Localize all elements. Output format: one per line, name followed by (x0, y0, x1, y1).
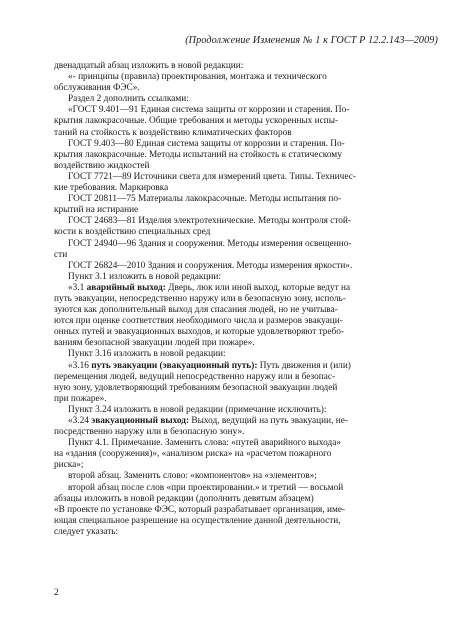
text-line: крытия лакокрасочные. Методы испытаний на стойкость к статическому (54, 149, 342, 160)
running-header: (Продолжение Изменения № 1 к ГОСТ Р 12.2.143—2009) (185, 35, 438, 46)
clause-number: «3.1 (68, 282, 87, 293)
document-body (54, 61, 406, 538)
text-line: на «здания (сооружения)», «анализом риска» на «расчетом пожарного (54, 449, 332, 460)
text-line: «- принципы (правила) проектирования, монтажа и технического (68, 72, 327, 83)
definition-text: Дверь, люк или иной выход, которые ведут на (165, 282, 351, 293)
text-line: путь эвакуации, непосредственно наружу или в безопасную зону, исполь- (54, 293, 346, 304)
text-line: «ГОСТ 9.401—91 Единая система защиты от коррозии и старения. По- (68, 105, 350, 116)
text-line (54, 416, 406, 427)
text-line: Пункт 4.1. Примечание. Заменить слова: «путей аварийного выхода» (68, 438, 341, 449)
text-line: посредственно наружу или в безопасную зону». (54, 427, 245, 438)
text-line: сти (54, 249, 68, 260)
text-line: ГОСТ 20811—75 Материалы лакокрасочные. Методы испытания по- (68, 194, 342, 205)
text-line: ГОСТ 26824—2010 Здания и сооружения. Методы измерения яркости». (68, 260, 353, 271)
defined-term: путь эвакуации (эвакуационный путь): (91, 360, 258, 371)
text-line: ГОСТ 24683—81 Изделия электротехнические. Методы контроля стой- (68, 216, 351, 227)
clause-number: «3.24 (68, 416, 92, 426)
text-line: Раздел 2 дополнить ссылками: (68, 94, 189, 105)
text-line (54, 361, 406, 372)
text-line: следует указать: (54, 526, 119, 537)
defined-term: эвакуационный выход: (91, 416, 190, 426)
text-line: кие требования. Маркировка (54, 183, 169, 194)
text-line: ющая специальное разрешение на осуществление данной деятельности, (54, 515, 341, 526)
text-line: обслуживания ФЭС». (54, 83, 140, 94)
text-line: «В проекте по установке ФЭС, который разрабатывает организация, име- (54, 504, 346, 515)
page-number: 2 (54, 588, 59, 598)
text-line (54, 283, 406, 294)
text-line: абзацы изложить в новой редакции (дополнить девятым абзацем) (54, 493, 314, 504)
definition-text: Выход, ведущий на путь эвакуации, не- (189, 416, 348, 426)
text-line: ную зону, удовлетворяющий требованиям безопасной эвакуации людей (54, 382, 338, 393)
text-line: ются при оценке соответствия необходимого числа и размеров эвакуаци- (54, 316, 343, 327)
defined-term: аварийный выход: (86, 282, 166, 293)
text-line: двенадцатый абзац изложить в новой редакции: (54, 61, 244, 71)
text-line: крытия лакокрасочные. Общие требования и методы ускоренных испы- (54, 116, 339, 127)
text-line: риска»; (54, 460, 84, 471)
text-line: перемещения людей, ведущий непосредственно наружу или в безопас- (54, 371, 336, 382)
text-line: онных путей и эвакуационных выходов, и которые удовлетворяют требо- (54, 327, 345, 338)
text-line: кости к воздействию специальных сред (54, 227, 211, 238)
text-line: при пожаре». (54, 393, 107, 404)
text-line: крытий на истирание (54, 205, 139, 216)
text-line: ГОСТ 24940—96 Здания и сооружения. Методы измерения освещенно- (68, 238, 352, 249)
text-line: ГОСТ 7721—89 Источники света для измерений цвета. Типы. Техничес- (68, 171, 356, 182)
text-line: Пункт 3.16 изложить в новой редакции: (68, 349, 226, 360)
text-line: Пункт 3.24 изложить в новой редакции (примечание исключить): (68, 404, 327, 415)
text-line: второй абзац. Заменить слово: «компонентов» на «элементов»; (68, 471, 317, 482)
text-line: таний на стойкость к воздействию климатических факторов (54, 127, 292, 138)
clause-number: «3.16 (68, 360, 92, 371)
text-line: ГОСТ 9.403—80 Единая система защиты от коррозии и старения. По- (68, 138, 345, 149)
definition-text: Путь движения и (или) (257, 360, 351, 371)
text-line: воздействию жидкостей (54, 160, 150, 171)
text-line: ваниям безопасной эвакуации людей при пожаре». (54, 338, 255, 349)
text-line: Пункт 3.1 изложить в новой редакции: (68, 271, 221, 282)
text-line: зуются как дополнительный выход для спасания людей, но не учитыва- (54, 305, 338, 316)
text-line: второй абзац после слов «при проектировании.» и третий — восьмой (68, 482, 344, 493)
